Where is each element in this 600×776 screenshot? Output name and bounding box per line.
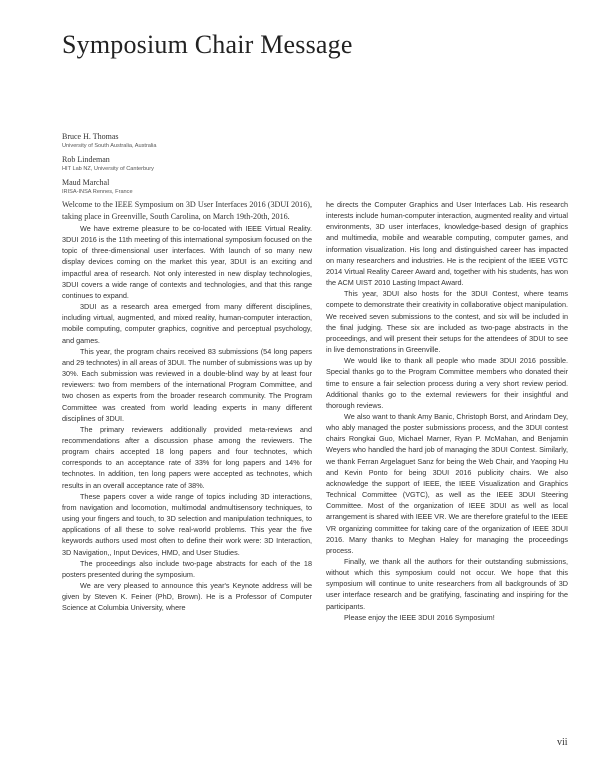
paragraph: Finally, we thank all the authors for their outstanding submissions, without which this symposium could not occur. We hope that this symposium will continue to unite researchers from all backgrounds of 3D user interface research and be gratifying, fascinating and inspiring for the participants. [326,557,568,611]
paragraph: The primary reviewers additionally provided meta-reviews and recommendations after a discussion phase among the reviewers. The program chairs accepted 18 long papers and four technotes, which corresponds to an acceptance rate of 33% for long papers and 14% for technotes. In addition, ten long papers were accepted as technotes, which results in an overall acceptance rate of 38%. [62,424,312,490]
paragraph: Please enjoy the IEEE 3DUI 2016 Symposium! [344,612,495,622]
paragraph: We would like to thank all people who made 3DUI 2016 possible. Special thanks go to the Program Committee members who donated their time to ensure a fair selection process during a very short review period. Additional thanks go to the external reviewers for their insightful and thorough reviews. [326,356,568,410]
page-title: Symposium Chair Message [62,30,353,59]
paragraph: We also want to thank Amy Banic, Christoph Borst, and Arindam Dey, who ably managed the poster submissions process, and the 3DUI contest chairs Rongkai Guo, Michael Marner, Ryan P. McMahan, and Benjamin Weyers who handled the hard job of managing the 3DUI Contest. Similarly, we thank Ferran Argelaguet Sanz for being the Web Chair, and Yaoping Hu and Kevin Ponto for being 3DUI 2016 publicity chairs. We also acknowledge the support of IEEE, the IEEE Visualization and Graphics Technical Committee (VGTC), as well as the IEEE 3DUI Steering Committee. Most of the organization of IEEE 3DUI as well as local arrangement is shared with IEEE VR. We are therefore grateful to the IEEE VR organizing committee for taking care of the organization of IEEE 3DUI 2016. Many thanks to Meghan Haley for managing the proceedings process. [326,411,568,555]
paragraph: These papers cover a wide range of topics including 3D interactions, from navigation and locomotion, multimodal andmultisensory techniques, to using your fingers and touch, to 3D selection and manipulation techniques, to applications of all these to solve real-world problems. This year the five keywords authors used most often to define their work were: 3D Interaction, 3D Navigation,, Input Devices, HMD, and User Studies. [62,491,312,557]
paragraph: he directs the Computer Graphics and User Interfaces Lab. His research interests include human-computer interaction, augmented reality and virtual environments, 3D user interfaces, knowledge-based design of graphics and multimedia, mobile and wearable computing, computer games, and information visualization. His long and distinguished career has impacted on many researchers and industries. He is the recipient of the IEEE VGTC 2014 Virtual Reality Career Award and, together with his students, has won the ACM UIST 2010 Lasting Impact Award. [326,200,568,288]
author-block [62,132,157,150]
paragraph: This year, the program chairs received 83 submissions (54 long papers and 29 technotes) in all areas of 3DUI. The number of submissions was up by 30%. Each submission was reviewed in a double-blind way by at least four reviewers: two from members of the international Program Committee, and two chosen as experts from the broader research community. The Program Committee was created from world leading experts in many different disciplines of 3DUI. [62,346,312,423]
author-name: Maud Marchal [62,178,110,187]
left-column [62,199,312,613]
paragraph: We have extreme pleasure to be co-located with IEEE Virtual Reality. 3DUI 2016 is the 11th meeting of this international symposium focused on the topic of three-dimensional user interfaces. With launch of so many new display devices coming on the market this year, 3DUI is an exciting and impactful area of research. Not only interested in new display technologies, 3DUI covers a wide range of contexts and technologies, and that this range continues to expand. [62,224,312,300]
author-affiliation: IRISA-INSA Rennes, France [62,189,133,195]
author-name: Bruce H. Thomas [62,132,119,141]
paragraph: Welcome to the IEEE Symposium on 3D User Interfaces 2016 (3DUI 2016), taking place in Greenville, South Carolina, on March 19th-20th, 2016. [62,200,312,221]
paragraph: 3DUI as a research area emerged from many different disciplines, including virtual, augmented, and mixed reality, human-computer interaction, mobile computing, computer graphics, cognitive and perceptual psychology, and games. [62,302,312,345]
paragraph: The proceedings also include two-page abstracts for each of the 18 posters presented during the symposium. [62,558,312,579]
author-block [62,155,154,173]
paragraph: This year, 3DUI also hosts for the 3DUI Contest, where teams compete to demonstrate their creativity in collaborative object manipulation. We received seven submissions to the contest, and six will be included in the final judging. These six are included as two-page abstracts in the proceedings, and will present their setups for the attendees of 3DUI to see in live demonstrations in Greenville. [326,289,568,355]
author-block [62,178,133,196]
author-name: Rob Lindeman [62,155,110,164]
author-affiliation: HIT Lab NZ, University of Canterbury [62,166,154,172]
page-number: vii [557,737,568,748]
right-column [326,199,568,623]
paragraph: We are very pleased to announce this year's Keynote address will be given by Steven K. Feiner (PhD, Brown). He is a Professor of Computer Science at Columbia University, where [62,581,312,613]
author-affiliation: University of South Australia, Australia [62,143,157,149]
